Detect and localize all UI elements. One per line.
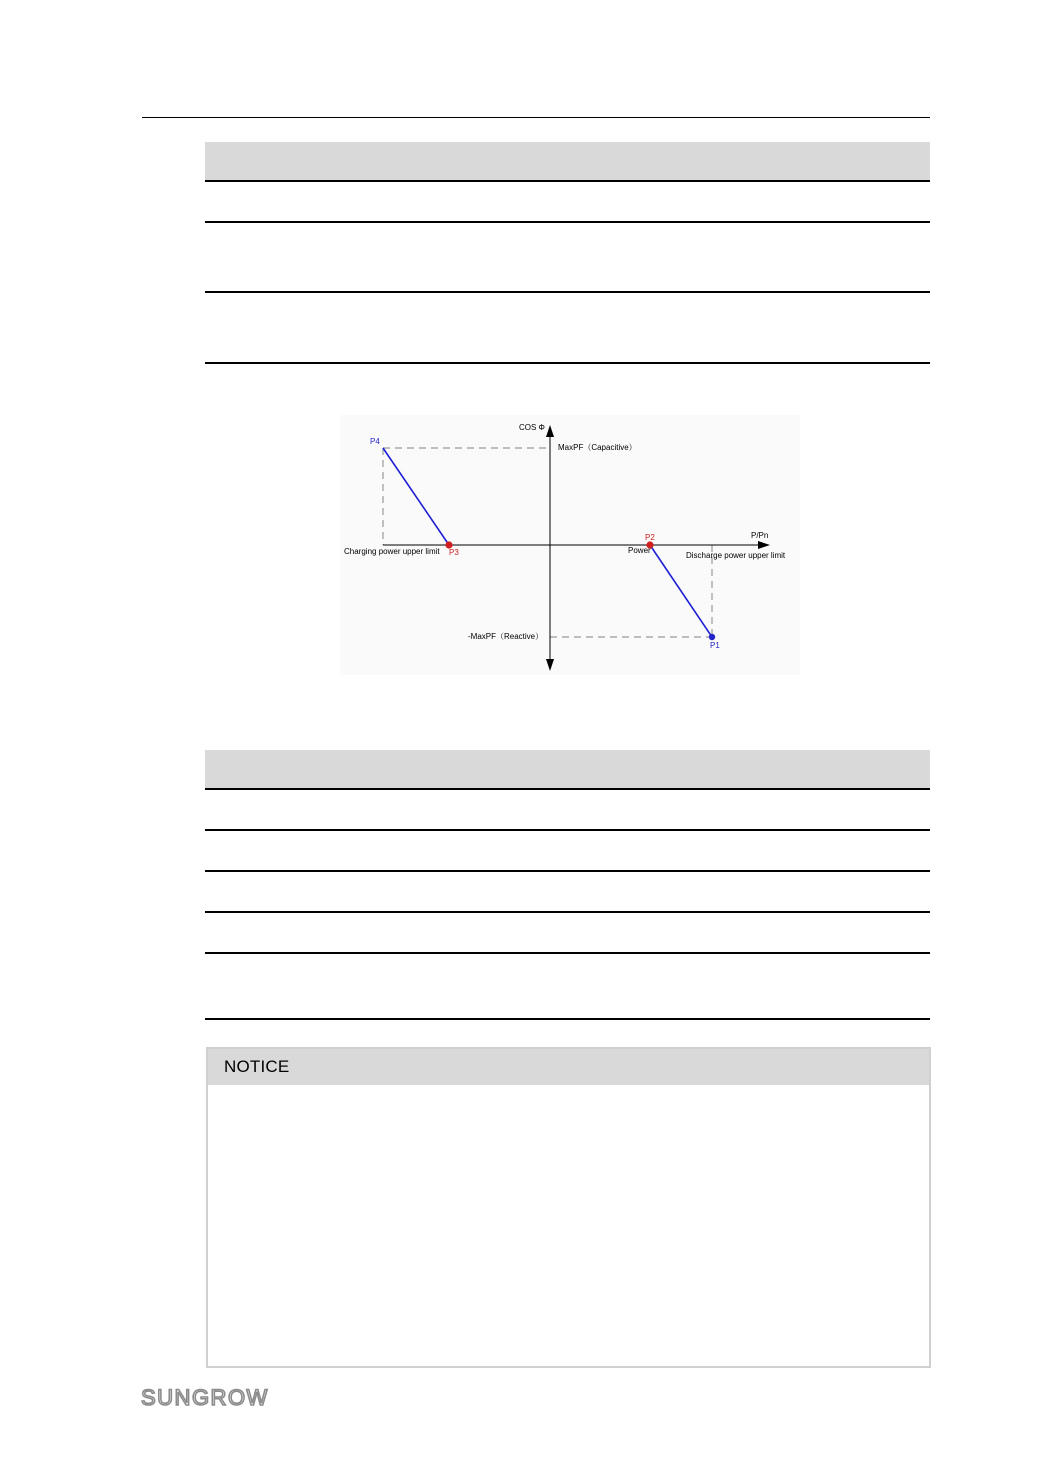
x-axis-label: P/Pn (751, 531, 769, 540)
notice-box (206, 1047, 931, 1368)
power-label: Power (628, 546, 651, 555)
parameter-table-2 (205, 750, 930, 1020)
table-row (205, 872, 930, 913)
x-axis-arrow (758, 541, 770, 549)
point-p4-label: P4 (370, 437, 380, 446)
discharge-limit-label: Discharge power upper limit (686, 551, 786, 560)
point-p3-label: P3 (449, 548, 459, 557)
table-row (205, 831, 930, 872)
y-axis-label: COS Φ (519, 423, 545, 432)
sungrow-logo-mark (141, 1386, 293, 1408)
table-header (205, 750, 930, 790)
max-pf-label: MaxPF（Capacitive） (558, 443, 637, 452)
y-axis-arrow-down (546, 659, 554, 671)
point-p1-label: P1 (710, 641, 720, 650)
cos-phi-chart (340, 415, 800, 675)
logo-text: SUNGROW (141, 1386, 269, 1408)
charging-limit-label: Charging power upper limit (344, 547, 440, 556)
curve-segment-left (383, 448, 449, 545)
neg-max-pf-label: -MaxPF（Reactive） (468, 632, 544, 641)
notice-title: NOTICE (224, 1057, 290, 1076)
table-row (205, 293, 930, 364)
y-axis-arrow-up (546, 425, 554, 437)
page-header-rule (142, 117, 930, 118)
cos-phi-curve-figure (340, 415, 800, 675)
table-header (205, 142, 930, 182)
notice-header (208, 1049, 929, 1085)
point-p1-marker (709, 634, 715, 640)
sungrow-logo (141, 1386, 293, 1413)
parameter-table-1 (205, 142, 930, 364)
table-row (205, 223, 930, 293)
point-p2-label: P2 (645, 533, 655, 542)
table-row (205, 913, 930, 954)
table-row (205, 790, 930, 831)
table-row (205, 954, 930, 1020)
table-row (205, 182, 930, 223)
